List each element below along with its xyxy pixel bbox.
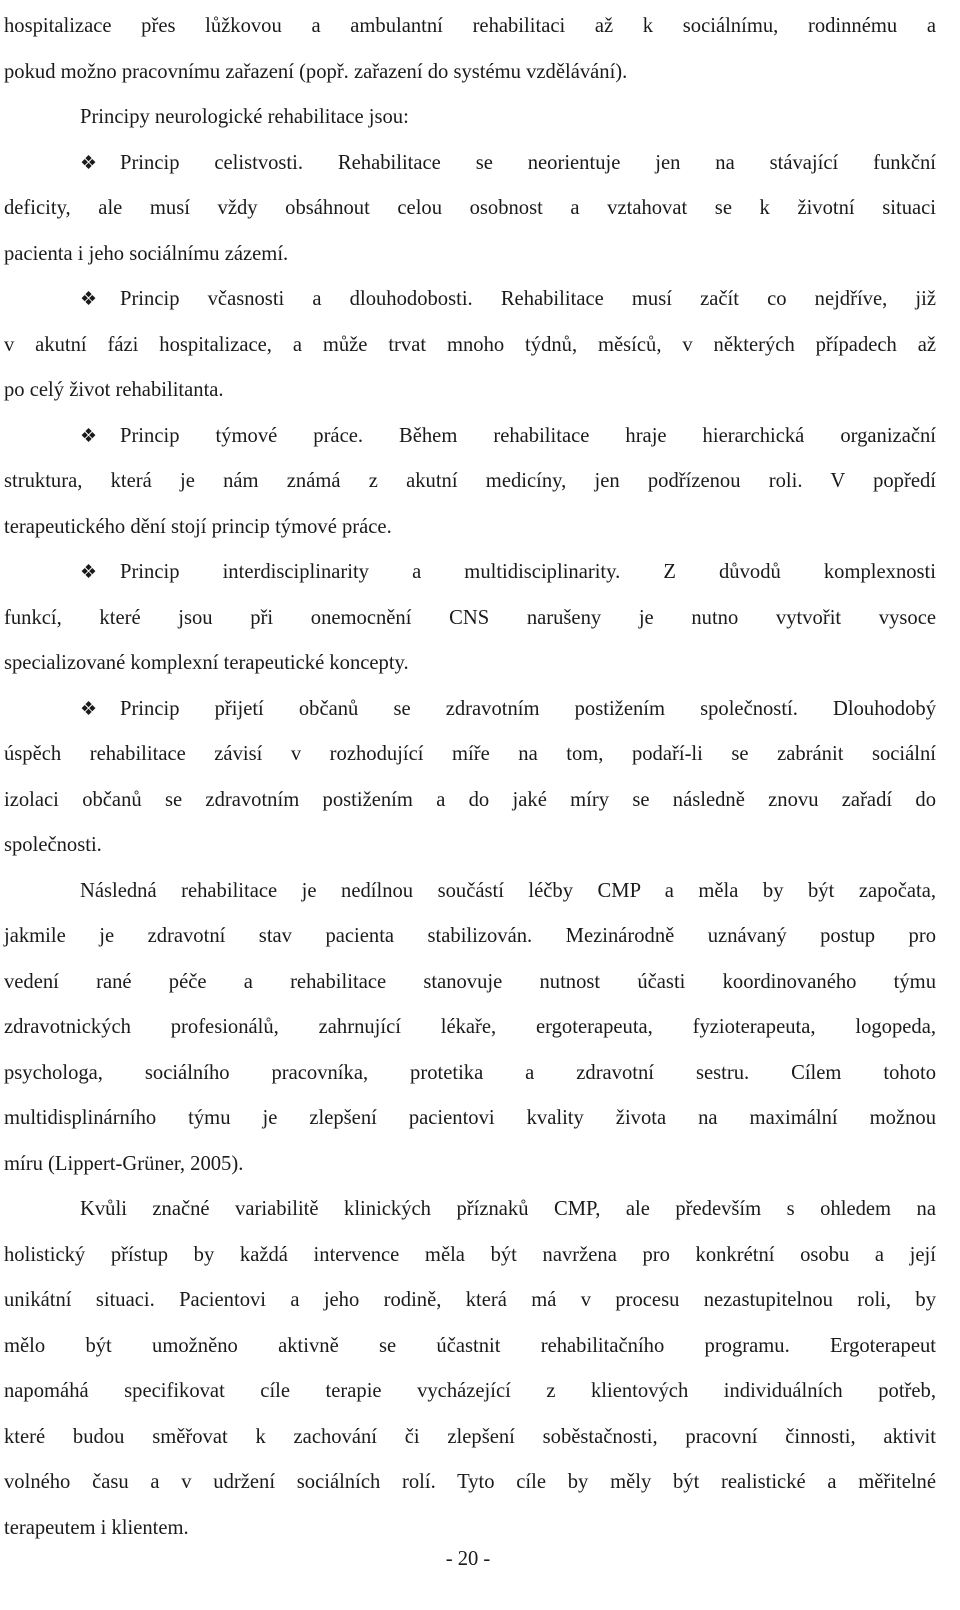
bullet-item-celistvost	[4, 141, 936, 187]
four-diamond-ornament-icon: ❖	[80, 425, 98, 447]
bullet-line: specializované komplexní terapeutické koncepty.	[4, 652, 409, 674]
bullet-first-line: Princip včasnosti a dlouhodobosti. Rehabilitace musí začít co nejdříve, již	[120, 288, 936, 310]
bullet-line: struktura, která je nám známá z akutní medicíny, jen podřízenou roli. V popředí	[4, 470, 936, 492]
bullet-first-line: Princip týmové práce. Během rehabilitace hraje hierarchická organizační	[120, 424, 936, 447]
paragraph-1-line: Následná rehabilitace je nedílnou součástí léčby CMP a měla by být započata,	[80, 879, 936, 902]
four-diamond-ornament-icon: ❖	[80, 289, 98, 310]
paragraph-1-line: míru (Lippert-Grüner, 2005).	[4, 1152, 244, 1175]
paragraph-2-line: které budou směřovat k zachování či zlepšení soběstačnosti, pracovní činnosti, aktivit	[4, 1425, 936, 1448]
paragraph-1-line: multidisplinárního týmu je zlepšení pacientovi kvality života na maximální možnou	[4, 1107, 936, 1129]
paragraph-1-line: zdravotnických profesionálů, zahrnující lékaře, ergoterapeuta, fyzioterapeuta, logopeda,	[4, 1016, 936, 1038]
bullet-item-tymova-prace	[4, 414, 936, 460]
bullet-line: po celý život rehabilitanta.	[4, 379, 224, 401]
intro-line-1: hospitalizace přes lůžkovou a ambulantní rehabilitaci až k sociálnímu, rodinnému a	[4, 15, 936, 37]
paragraph-1-line: jakmile je zdravotní stav pacienta stabilizován. Mezinárodně uznávaný postup pro	[4, 925, 936, 947]
paragraph-2-line: terapeutem i klientem.	[4, 1516, 189, 1539]
paragraph-2-line: holistický přístup by každá intervence měla být navržena pro konkrétní osobu a její	[4, 1243, 936, 1266]
paragraph-2-line: volného času a v udržení sociálních rolí. Tyto cíle by měly být realistické a měřitelné	[4, 1471, 936, 1493]
intro-line-2: pokud možno pracovnímu zařazení (popř. zařazení do systému vzdělávání).	[4, 60, 628, 83]
bullet-line: pacienta i jeho sociálnímu zázemí.	[4, 242, 289, 265]
paragraph-1-line: psychologa, sociálního pracovníka, protetika a zdravotní sestru. Cílem tohoto	[4, 1061, 936, 1084]
bullet-first-line: Princip interdisciplinarity a multidisciplinarity. Z důvodů komplexnosti	[120, 561, 936, 583]
bullet-first-line: Princip přijetí občanů se zdravotním postižením společností. Dlouhodobý	[120, 697, 936, 720]
document-body	[4, 0, 936, 1551]
bullet-first-line: Princip celistvosti. Rehabilitace se neorientuje jen na stávající funkční	[120, 151, 936, 174]
paragraph-2-line: mělo být umožněno aktivně se účastnit rehabilitačního programu. Ergoterapeut	[4, 1334, 936, 1357]
bullet-item-vcasnost	[4, 277, 936, 323]
bullet-line: izolaci občanů se zdravotním postižením a do jaké míry se následně znovu zařadí do	[4, 788, 936, 811]
bullet-line: terapeutického dění stojí princip týmové práce.	[4, 515, 392, 538]
bullet-item-prijeti	[4, 687, 936, 733]
four-diamond-ornament-icon: ❖	[80, 562, 98, 583]
bullet-line: v akutní fázi hospitalizace, a může trvat mnoho týdnů, měsíců, v některých případech až	[4, 333, 936, 356]
page-number: - 20 -	[445, 1548, 491, 1570]
document-page	[4, 0, 936, 1551]
paragraph-2-line: unikátní situaci. Pacientovi a jeho rodině, která má v procesu nezastupitelnou roli, by	[4, 1289, 936, 1311]
bullet-line: funkcí, které jsou při onemocnění CNS narušeny je nutno vytvořit vysoce	[4, 606, 936, 629]
paragraph-2-line: Kvůli značné variabilitě klinických příznaků CMP, ale především s ohledem na	[80, 1198, 936, 1220]
bullet-line: deficity, ale musí vždy obsáhnout celou osobnost a vztahovat se k životní situaci	[4, 197, 936, 219]
four-diamond-ornament-icon: ❖	[80, 698, 98, 720]
principles-heading: Principy neurologické rehabilitace jsou:	[80, 106, 409, 128]
paragraph-2-line: napomáhá specifikovat cíle terapie vycházející z klientových individuálních potřeb,	[4, 1380, 936, 1402]
paragraph-1-line: vedení rané péče a rehabilitace stanovuje nutnost účasti koordinovaného týmu	[4, 970, 936, 993]
bullet-line: úspěch rehabilitace závisí v rozhodující míře na tom, podaří-li se zabránit sociální	[4, 743, 936, 765]
four-diamond-ornament-icon: ❖	[80, 152, 98, 174]
bullet-line: společnosti.	[4, 834, 102, 856]
bullet-item-interdisciplinarita	[4, 550, 936, 596]
